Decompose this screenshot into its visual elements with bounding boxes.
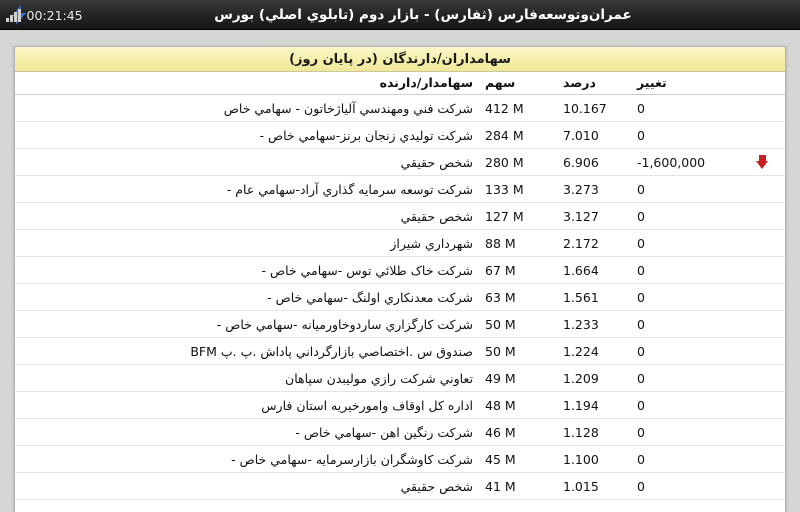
cell-change: 0 (631, 419, 739, 446)
cell-holder-name: صندوق س .اختصاصي بازارگرداني پاداش .پ .پ BFM (15, 338, 479, 365)
cell-share: 46 M (479, 419, 557, 446)
cell-share: 280 M (479, 149, 557, 176)
row-arrow-empty (739, 419, 785, 446)
table-row[interactable] (15, 95, 785, 122)
cell-holder-name: شرکت کاوشگران بازارسرمايه -سهامي خاص - (15, 446, 479, 473)
cell-percent: 1.015 (557, 473, 631, 500)
table-row[interactable] (15, 122, 785, 149)
cell-share: 63 M (479, 284, 557, 311)
row-arrow-empty (739, 176, 785, 203)
title-bar (0, 0, 800, 30)
clock-label: 00:21:45 (26, 7, 83, 23)
row-arrow-empty (739, 122, 785, 149)
table-row[interactable] (15, 392, 785, 419)
row-arrow-empty (739, 230, 785, 257)
table-row[interactable] (15, 338, 785, 365)
cell-percent: 1.561 (557, 284, 631, 311)
cell-percent: 1.194 (557, 392, 631, 419)
status-area (6, 0, 83, 30)
row-arrow-empty (739, 95, 785, 122)
cell-change: 0 (631, 473, 739, 500)
cell-percent: 1.664 (557, 257, 631, 284)
table-row[interactable] (15, 149, 785, 176)
cell-holder-name: شخص حقيقي (15, 473, 479, 500)
table-row[interactable] (15, 230, 785, 257)
cell-percent: 1.128 (557, 419, 631, 446)
cell-change: 0 (631, 95, 739, 122)
col-header-percent: درصد (557, 72, 631, 95)
cell-share: 133 M (479, 176, 557, 203)
cell-holder-name: شرکت کارگزاري ساردوخاورميانه -سهامي خاص - (15, 311, 479, 338)
cell-share: 284 M (479, 122, 557, 149)
table-row[interactable] (15, 284, 785, 311)
cell-change: 0 (631, 176, 739, 203)
table-row[interactable] (15, 419, 785, 446)
cell-percent: 3.273 (557, 176, 631, 203)
cell-holder-name: شرکت خاک طلائي توس -سهامي خاص - (15, 257, 479, 284)
cell-percent: 1.209 (557, 365, 631, 392)
col-header-name: سهامدار/دارنده (15, 72, 479, 95)
arrow-down-icon (756, 155, 769, 170)
cell-holder-name: شرکت رنگين اهن -سهامي خاص - (15, 419, 479, 446)
row-arrow-empty (739, 203, 785, 230)
col-header-share: سهم (479, 72, 557, 95)
cell-share: 49 M (479, 365, 557, 392)
cell-percent: 1.224 (557, 338, 631, 365)
cell-holder-name: اداره کل اوقاف وامورخيريه استان فارس (15, 392, 479, 419)
holders-table (15, 72, 785, 500)
cell-holder-name: تعاوني شرکت رازي موليبدن سپاهان (15, 365, 479, 392)
cell-share: 67 M (479, 257, 557, 284)
holders-body (15, 95, 785, 500)
cell-share: 41 M (479, 473, 557, 500)
col-header-arrow (739, 72, 785, 95)
cell-holder-name: شرکت معدنکاري اولنگ -سهامي خاص - (15, 284, 479, 311)
row-arrow-empty (739, 284, 785, 311)
signal-bars-icon (6, 8, 21, 22)
table-row[interactable] (15, 257, 785, 284)
table-row[interactable] (15, 311, 785, 338)
cell-holder-name: شرکت توليدي زنجان برنز-سهامي خاص - (15, 122, 479, 149)
cell-change: 0 (631, 257, 739, 284)
cell-holder-name: شخص حقيقي (15, 149, 479, 176)
cell-holder-name: شهرداري شيراز (15, 230, 479, 257)
cell-change: 0 (631, 446, 739, 473)
arrow-down-icon (739, 149, 785, 176)
cell-change: 0 (631, 338, 739, 365)
cell-percent: 1.233 (557, 311, 631, 338)
row-arrow-empty (739, 257, 785, 284)
table-row[interactable] (15, 365, 785, 392)
cell-change: -1,600,000 (631, 149, 739, 176)
holders-card (14, 46, 786, 512)
cell-percent: 10.167 (557, 95, 631, 122)
table-row[interactable] (15, 176, 785, 203)
col-header-change: تغيير (631, 72, 739, 95)
cell-share: 50 M (479, 338, 557, 365)
cell-percent: 1.100 (557, 446, 631, 473)
cell-share: 48 M (479, 392, 557, 419)
row-arrow-empty (739, 446, 785, 473)
row-arrow-empty (739, 311, 785, 338)
cell-change: 0 (631, 311, 739, 338)
cell-percent: 2.172 (557, 230, 631, 257)
table-row[interactable] (15, 203, 785, 230)
row-arrow-empty (739, 365, 785, 392)
cell-change: 0 (631, 365, 739, 392)
cell-change: 0 (631, 122, 739, 149)
cell-percent: 7.010 (557, 122, 631, 149)
table-row[interactable] (15, 446, 785, 473)
table-header-row (15, 72, 785, 95)
cell-holder-name: شخص حقيقي (15, 203, 479, 230)
cell-change: 0 (631, 284, 739, 311)
card-title: سهامداران/دارندگان (در پايان روز) (15, 47, 785, 72)
cell-share: 50 M (479, 311, 557, 338)
cell-change: 0 (631, 230, 739, 257)
cell-percent: 3.127 (557, 203, 631, 230)
cell-percent: 6.906 (557, 149, 631, 176)
cell-share: 88 M (479, 230, 557, 257)
row-arrow-empty (739, 338, 785, 365)
cell-change: 0 (631, 392, 739, 419)
table-row[interactable] (15, 473, 785, 500)
page-title: عمران‌وتوسعه‌فارس (ثفارس) - بازار دوم (تابلوي اصلي) بورس (214, 6, 632, 23)
cell-holder-name: شرکت فني ومهندسي آلياژخاتون - سهامي خاص (15, 95, 479, 122)
row-arrow-empty (739, 473, 785, 500)
cell-share: 412 M (479, 95, 557, 122)
cell-holder-name: شرکت توسعه سرمايه گذاري آراد-سهامي عام - (15, 176, 479, 203)
cell-change: 0 (631, 203, 739, 230)
cell-share: 127 M (479, 203, 557, 230)
row-arrow-empty (739, 392, 785, 419)
cell-share: 45 M (479, 446, 557, 473)
